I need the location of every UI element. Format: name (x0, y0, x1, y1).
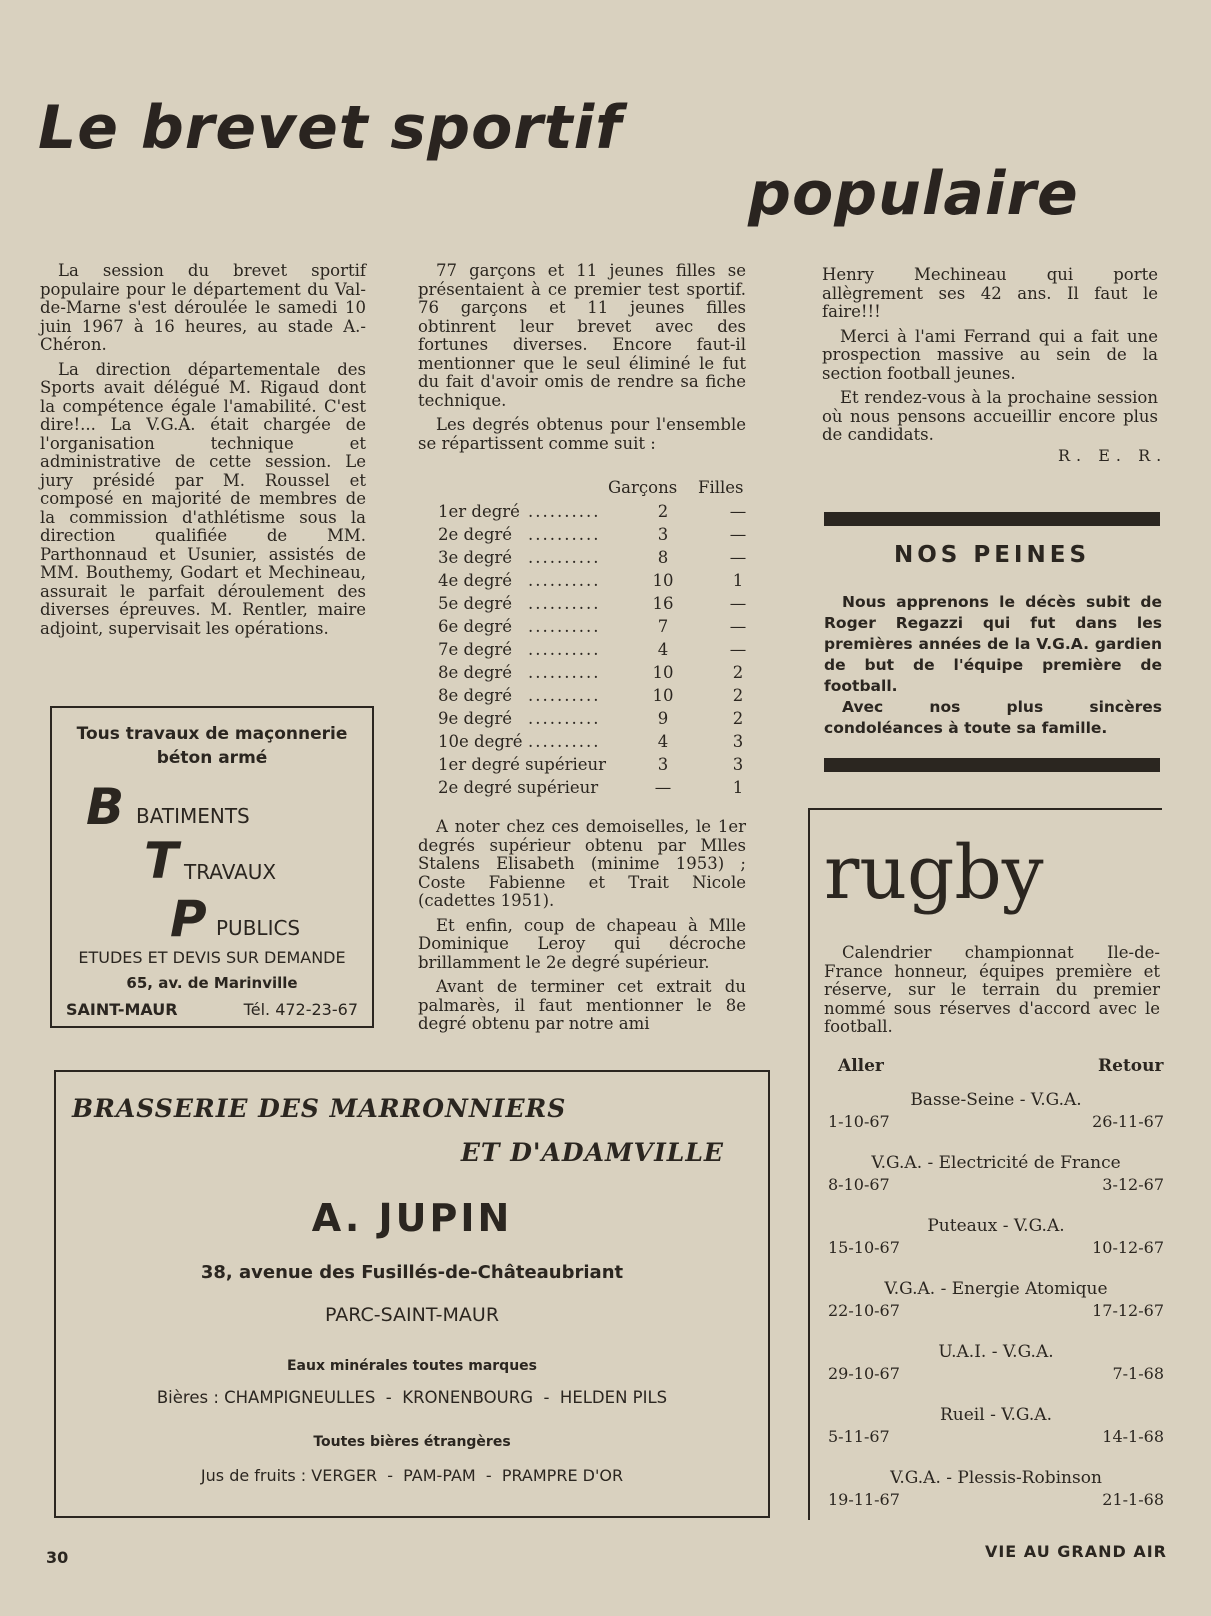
article-title-line1: Le brevet sportif (38, 93, 623, 163)
boys-cell: 8 (657, 548, 669, 567)
boys-cell: 10 (652, 686, 674, 705)
magazine-name: VIE AU GRAND AIR (984, 1542, 1167, 1561)
leader-dots: .......... (528, 663, 601, 682)
table-row (428, 730, 768, 753)
ad-line: Eaux minérales toutes marques (286, 1358, 537, 1374)
paragraph: La session du brevet sportif populaire pour le département du Val-de-Marne s'est déroulée le samedi 10 juin 1967 à 16 heures, au stade A.-Chéron. (40, 261, 366, 354)
girls-cell: — (729, 502, 747, 521)
ad-line: Jus de fruits : VERGER - PAM-PAM - PRAMPRE D'OR (200, 1466, 624, 1485)
fixture-match: Basse-Seine - V.G.A. (910, 1090, 1082, 1110)
table-row (428, 707, 768, 730)
degree-cell: 8e degré (438, 663, 513, 682)
divider (824, 512, 1160, 526)
table-row (428, 523, 768, 546)
paragraph: Avant de terminer cet extrait du palmarès, il faut mentionner le 8e degré obtenu par notre ami (418, 977, 746, 1033)
retour-date: 21-1-68 (1102, 1490, 1164, 1509)
rugby-border-top (808, 808, 1162, 810)
girls-header: Filles (698, 478, 744, 497)
paragraph: A noter chez ces demoiselles, le 1er degrés supérieur obtenu par Mlles Stalens Elisabeth (minime 1953) ; Coste Fabienne et Trait Nicole (cadettes 1951). (418, 817, 746, 910)
leader-dots: .......... (528, 617, 601, 636)
girls-cell: — (729, 548, 747, 567)
table-row (428, 776, 768, 799)
aller-date: 8-10-67 (828, 1175, 890, 1194)
boys-cell: 3 (657, 755, 669, 774)
page-number: 30 (46, 1548, 69, 1567)
divider (824, 758, 1160, 772)
aller-date: 15-10-67 (828, 1238, 900, 1257)
article-column-2-intro (418, 262, 746, 459)
table-row (428, 546, 768, 569)
retour-date: 3-12-67 (1102, 1175, 1164, 1194)
fixture-item (828, 1153, 1164, 1216)
boys-cell: 2 (657, 502, 669, 521)
girls-cell: 1 (732, 778, 744, 797)
article-column-2-outro (418, 818, 746, 1040)
degree-cell: 6e degré (438, 617, 513, 636)
peines-heading: NOS PEINES (893, 542, 1091, 568)
fixture-item (828, 1279, 1164, 1342)
girls-cell: 3 (732, 755, 744, 774)
signature: R. E. R. (1058, 446, 1168, 465)
boys-cell: 10 (652, 663, 674, 682)
leader-dots: .......... (528, 502, 601, 521)
retour-header: Retour (1098, 1056, 1164, 1076)
rugby-border-left (808, 808, 810, 1520)
rugby-intro (824, 944, 1160, 1043)
aller-header: Aller (838, 1056, 884, 1076)
fixture-dates (828, 1175, 1164, 1195)
boys-cell: 4 (657, 640, 669, 659)
ad-line: Toutes bières étrangères (313, 1434, 511, 1450)
ad-line: ET D'ADAMVILLE (460, 1138, 724, 1167)
leader-dots: .......... (528, 571, 601, 590)
fixture-dates (828, 1301, 1164, 1321)
degree-cell: 1er degré supérieur (438, 755, 607, 774)
btp-letter-t: T (144, 832, 179, 890)
ad-city: SAINT-MAUR (66, 1000, 178, 1019)
degree-cell: 2e degré (438, 525, 513, 544)
ad-line: BRASSERIE DES MARRONNIERS (72, 1094, 567, 1123)
degree-cell: 3e degré (438, 548, 513, 567)
ad-address: 38, avenue des Fusillés-de-Châteaubriant (200, 1262, 624, 1283)
boys-cell: 10 (652, 571, 674, 590)
article-column-1 (40, 262, 366, 644)
degree-cell: 7e degré (438, 640, 513, 659)
paragraph: Avec nos plus sincères condoléances à toute sa famille. (824, 698, 1162, 737)
fixture-item (828, 1342, 1164, 1405)
paragraph: Et enfin, coup de chapeau à Mlle Dominique Leroy qui décroche brillamment le 2e degré supérieur. (418, 915, 746, 972)
table-row (428, 638, 768, 661)
paragraph: La direction départementale des Sports avait délégué M. Rigaud dont la compétence égale l'amabilité. C'est dire!... La V.G.A. était chargée de l'organisation technique et administrative de cette session. Le jury présidé par M. Roussel et composé en majorité de membres de la commission d'athlétisme sous la direction qualifiée de MM. Parthonnaud et Usunier, assistés de MM. Bouthemy, Godart et Mechineau, assurait le parfait déroulement des diverses épreuves. M. Rentler, maire adjoint, supervisait les opérations. (40, 359, 366, 638)
boys-header: Garçons (608, 478, 678, 497)
leader-dots: .......... (528, 548, 601, 567)
degree-cell: 10e degré (438, 732, 523, 751)
leader-dots: .......... (528, 686, 601, 705)
article-column-3 (822, 266, 1158, 451)
table-row (428, 753, 768, 776)
boys-cell: 3 (657, 525, 669, 544)
table-row (428, 661, 768, 684)
leader-dots: .......... (528, 732, 601, 751)
article-title-line2: populaire (748, 159, 1079, 229)
aller-date: 1-10-67 (828, 1112, 890, 1131)
boys-cell: 4 (657, 732, 669, 751)
degrees-table (428, 476, 768, 799)
girls-cell: 2 (732, 686, 744, 705)
fixture-match: Puteaux - V.G.A. (927, 1216, 1065, 1236)
ad-city: PARC-SAINT-MAUR (324, 1304, 500, 1326)
ad-phone: Tél. 472-23-67 (243, 1000, 358, 1019)
girls-cell: — (729, 594, 747, 613)
girls-cell: — (729, 640, 747, 659)
fixture-dates (828, 1112, 1164, 1132)
paragraph: Henry Mechineau qui porte allègrement ses 42 ans. Il faut le faire!!! (822, 265, 1158, 321)
btp-word: BATIMENTS (136, 804, 250, 828)
fixture-item (828, 1468, 1164, 1531)
girls-cell: 1 (732, 571, 744, 590)
fixture-match: V.G.A. - Electricité de France (871, 1153, 1121, 1173)
ad-line: béton armé (156, 748, 268, 768)
degree-cell: 8e degré (438, 686, 513, 705)
paragraph: Les degrés obtenus pour l'ensemble se répartissent comme suit : (418, 415, 746, 453)
fixture-dates (828, 1238, 1164, 1258)
table-row (428, 615, 768, 638)
peines-text (824, 592, 1162, 739)
btp-word: TRAVAUX (184, 860, 277, 884)
retour-date: 7-1-68 (1112, 1364, 1164, 1383)
paragraph: Merci à l'ami Ferrand qui a fait une prospection massive au sein de la section football jeunes. (822, 326, 1158, 383)
boys-cell: 16 (652, 594, 674, 613)
btp-word: PUBLICS (216, 916, 301, 940)
ad-line: ETUDES ET DEVIS SUR DEMANDE (78, 948, 346, 967)
table-row (428, 684, 768, 707)
paragraph: Nous apprenons le décès subit de Roger Regazzi qui fut dans les premières années de la V.G.A. gardien de but de l'équipe première de football. (824, 593, 1162, 695)
aller-date: 29-10-67 (828, 1364, 900, 1383)
girls-cell: 3 (732, 732, 744, 751)
fixture-match: V.G.A. - Plessis-Robinson (890, 1468, 1102, 1488)
degree-cell: 2e degré supérieur (438, 778, 599, 797)
paragraph: Et rendez-vous à la prochaine session où nous pensons accueillir encore plus de candidats. (822, 388, 1158, 444)
table-row (428, 500, 768, 523)
btp-letter-b: B (86, 778, 125, 836)
boys-cell: 7 (657, 617, 669, 636)
fixture-item (828, 1090, 1164, 1153)
paragraph: Calendrier championnat Ile-de-France honneur, équipes première et réserve, sur le terrain du premier nommé sous réserves d'accord avec le football. (824, 943, 1160, 1036)
brasserie-ad (54, 1070, 770, 1518)
leader-dots: .......... (528, 709, 601, 728)
degree-cell: 1er degré (438, 502, 520, 521)
degree-cell: 5e degré (438, 594, 513, 613)
boys-cell: 9 (657, 709, 669, 728)
fixture-match: Rueil - V.G.A. (939, 1405, 1052, 1425)
aller-date: 22-10-67 (828, 1301, 900, 1320)
ad-address: 65, av. de Marinville (126, 974, 298, 992)
boys-cell: — (654, 778, 672, 797)
table-row (428, 569, 768, 592)
leader-dots: .......... (528, 525, 601, 544)
fixture-dates (828, 1364, 1164, 1384)
girls-cell: — (729, 525, 747, 544)
girls-cell: — (729, 617, 747, 636)
fixture-item (828, 1405, 1164, 1468)
fixture-match: U.A.I. - V.G.A. (938, 1342, 1054, 1362)
girls-cell: 2 (732, 709, 744, 728)
girls-cell: 2 (732, 663, 744, 682)
fixture-dates (828, 1427, 1164, 1447)
retour-date: 26-11-67 (1092, 1112, 1164, 1131)
rugby-title: rugby (824, 830, 1044, 916)
ad-line: Bières : CHAMPIGNEULLES - KRONENBOURG - HELDEN PILS (156, 1388, 668, 1407)
fixture-item (828, 1216, 1164, 1279)
aller-date: 5-11-67 (828, 1427, 890, 1446)
btp-letter-p: P (170, 890, 207, 948)
leader-dots: .......... (528, 594, 601, 613)
retour-date: 14-1-68 (1102, 1427, 1164, 1446)
table-header (428, 476, 768, 500)
aller-date: 19-11-67 (828, 1490, 900, 1509)
fixtures-list (828, 1090, 1164, 1531)
ad-line: Tous travaux de maçonnerie (76, 724, 348, 744)
ad-name: A. JUPIN (311, 1196, 513, 1240)
fixture-dates (828, 1490, 1164, 1510)
degree-cell: 9e degré (438, 709, 513, 728)
btp-ad (50, 706, 374, 1028)
paragraph: 77 garçons et 11 jeunes filles se présentaient à ce premier test sportif. 76 garçons et 11 jeunes filles obtinrent leur brevet avec des fortunes diverses. Encore faut-il mentionner que le seul éliminé le fut du fait d'avoir omis de rendre sa fiche technique. (418, 261, 746, 410)
table-row (428, 592, 768, 615)
leader-dots: .......... (528, 640, 601, 659)
fixture-match: V.G.A. - Energie Atomique (884, 1279, 1108, 1299)
retour-date: 10-12-67 (1092, 1238, 1164, 1257)
retour-date: 17-12-67 (1092, 1301, 1164, 1320)
degree-cell: 4e degré (438, 571, 513, 590)
